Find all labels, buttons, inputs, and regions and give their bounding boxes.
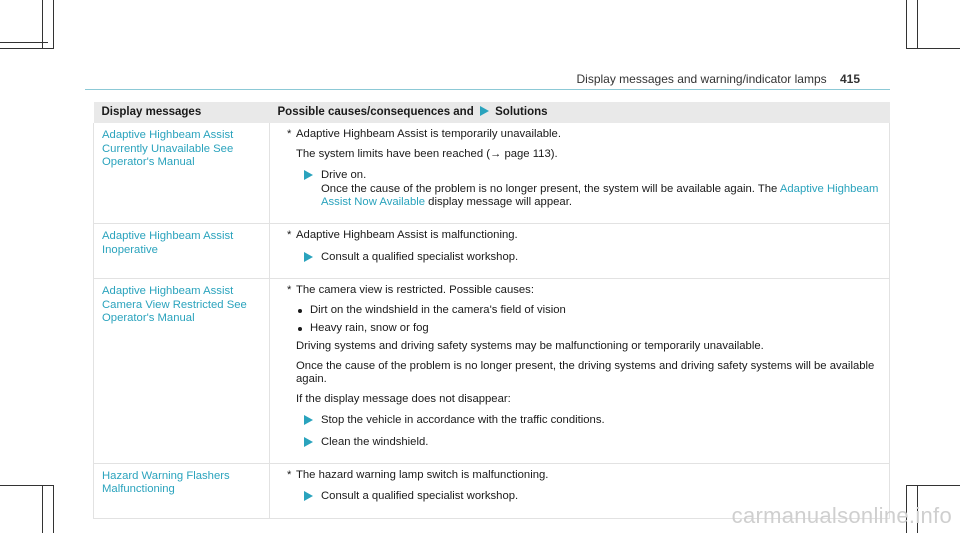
cause <box>278 284 881 297</box>
solution-cell <box>270 224 890 279</box>
crop-mark <box>906 485 960 486</box>
column-header-solutions-post: Solutions <box>495 106 548 118</box>
column-header-solutions <box>270 102 890 123</box>
cause <box>278 128 881 141</box>
column-header-messages: Display messages <box>94 102 270 123</box>
asterisk-icon: * <box>287 128 292 141</box>
crop-mark <box>53 485 54 533</box>
arrow-icon <box>304 170 313 180</box>
bullet-icon <box>298 327 302 331</box>
cause <box>278 229 881 242</box>
display-messages-table <box>93 102 890 519</box>
asterisk-icon: * <box>287 284 292 297</box>
step-text: Clean the windshield. <box>321 435 429 448</box>
solution-step <box>278 251 881 264</box>
solution-cell <box>270 123 890 224</box>
step-text: Drive on. <box>321 169 367 182</box>
display-message-text: Adaptive Highbeam Assist Inoperative <box>94 224 270 279</box>
solution-step <box>278 169 881 209</box>
display-message-text: Adaptive Highbeam Assist Currently Unavailable See Operator's Manual <box>94 123 270 224</box>
table-row <box>94 224 890 279</box>
solution-step <box>278 414 881 427</box>
cause-text: Adaptive Highbeam Assist is malfunctioning. <box>296 229 518 242</box>
arrow-icon <box>304 437 313 447</box>
section-title: Display messages and warning/indicator lamps <box>576 72 827 86</box>
crop-mark <box>0 48 54 49</box>
page-number: 415 <box>839 72 860 86</box>
cause <box>278 469 881 482</box>
display-message-reference: Adaptive Highbeam Assist Now Available <box>321 182 879 209</box>
paragraph: Driving systems and driving safety systems may be malfunctioning or temporarily unavailable. <box>296 340 764 353</box>
arrow-icon <box>480 106 489 116</box>
crop-mark <box>42 0 43 48</box>
arrow-icon <box>304 252 313 262</box>
detail-text: The system limits have been reached (→ page 113). <box>296 147 558 160</box>
step-text: Stop the vehicle in accordance with the traffic conditions. <box>321 414 605 427</box>
arrow-icon <box>304 415 313 425</box>
step-text: Consult a qualified specialist workshop. <box>321 490 519 503</box>
paragraph: If the display message does not disappear: <box>296 392 511 405</box>
watermark: carmanualsonline.info <box>731 503 952 528</box>
solution-step <box>278 490 881 503</box>
arrow-icon <box>304 491 313 501</box>
list-item <box>278 322 881 335</box>
step-text-post: display message will appear. <box>428 196 572 209</box>
bullet-icon <box>298 309 302 313</box>
running-header <box>577 72 861 86</box>
solution-step <box>278 436 881 449</box>
cause-text: The hazard warning lamp switch is malfunctioning. <box>296 468 549 481</box>
column-header-solutions-pre: Possible causes/consequences and <box>277 106 474 118</box>
display-message-text: Adaptive Highbeam Assist Camera View Restricted See Operator's Manual <box>94 279 270 464</box>
paragraph: Once the cause of the problem is no longer present, the driving systems and driving safety systems will be available again. <box>296 359 875 386</box>
table-header-row <box>94 102 890 123</box>
crop-mark <box>0 485 54 486</box>
crop-mark <box>53 0 54 48</box>
step-text: Consult a qualified specialist workshop. <box>321 250 519 263</box>
crop-mark <box>42 485 43 533</box>
step-text-pre: Once the cause of the problem is no longer present, the system will be available again. The <box>321 182 778 195</box>
list-item <box>278 304 881 317</box>
asterisk-icon: * <box>287 229 292 242</box>
solution-cell <box>270 279 890 464</box>
table-row <box>94 279 890 464</box>
list-item-text: Heavy rain, snow or fog <box>310 322 429 335</box>
list-item-text: Dirt on the windshield in the camera's field of vision <box>310 303 566 316</box>
crop-mark <box>917 0 918 48</box>
cause-text: The camera view is restricted. Possible causes: <box>296 284 534 297</box>
table-row <box>94 123 890 224</box>
header-rule <box>85 89 890 90</box>
step-text-2 <box>321 183 881 210</box>
crop-mark <box>0 42 48 43</box>
cause-text: Adaptive Highbeam Assist is temporarily unavailable. <box>296 128 561 141</box>
crop-mark <box>906 0 907 48</box>
asterisk-icon: * <box>287 468 292 481</box>
crop-mark <box>906 48 960 49</box>
display-message-text: Hazard Warning Flashers Malfunctioning <box>94 463 270 518</box>
